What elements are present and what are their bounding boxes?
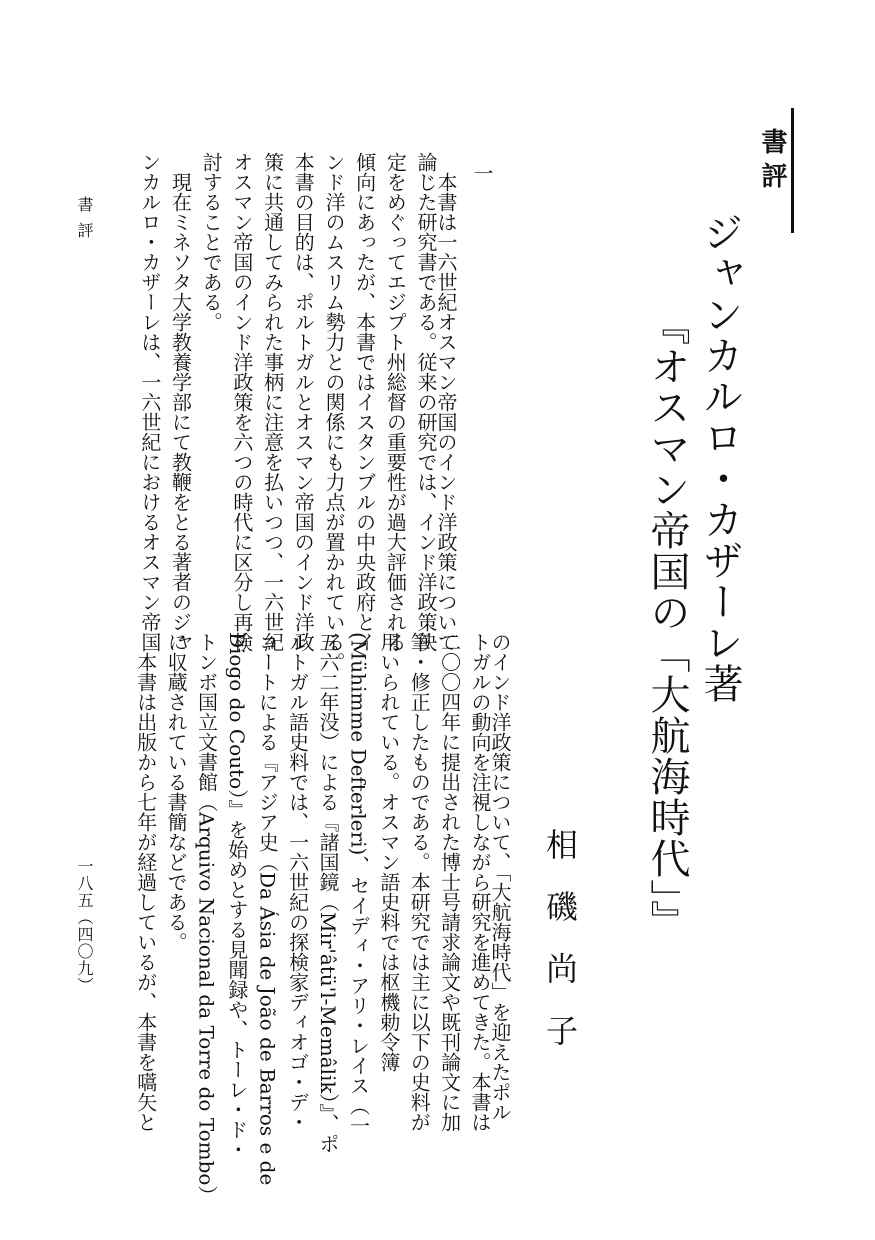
text-line: トガルの動向を注視しながら研究を進めてきた。本書は [468,632,492,1132]
running-head: 書評 [75,196,94,248]
text-line: 策に共通してみられた事柄に注意を払いつつ、一六世紀 [260,152,285,652]
text-line: トンボ国立文書館（Arquivo Nacional da Torre do Tombo） [194,632,219,1206]
section-number: 一 [470,163,494,183]
text-line: 現在ミネソタ大学教養学部にて教鞭をとる著者のジャ [168,152,193,652]
text-line: 傾向にあったが、本書ではイスタンブルの中央政府とイ [352,152,377,652]
text-line: コートによる『アジア史（Da Ásia de João de Barros e de [255,632,280,1186]
text-line: 本書は出版から七年が経過しているが、本書を嚆矢と [133,632,158,1132]
text-line: 討することである。 [199,152,224,332]
text-line: 二〇〇四年に提出された博士号請求論文や既刊論文に加 [437,632,462,1132]
text-line: ルトガル語史料では、一六世紀の探検家ディオゴ・デ・ [285,632,310,1132]
reviewer-name: 相磯尚子 [541,828,579,1076]
text-line: 本書は一六世紀オスマン帝国のインド洋政策について [434,152,458,652]
text-line: 本書の目的は、ポルトガルとオスマン帝国のインド洋政 [291,152,316,652]
page-number: 一八五（四〇九） [75,858,94,994]
text-line: 論じた研究書である。従来の研究では、インド洋政策決 [414,152,438,652]
text-line: に収蔵されている書簡などである。 [164,632,189,952]
text-line: のインド洋政策について、「大航海時代」を迎えたポル [488,632,512,1122]
text-line: 五六二年没）による『諸国鏡（Mir'âtü'l-Memâlik）』、ポ [316,632,341,1154]
body-text-lower [120,632,512,1206]
section-tag: 書評 [757,128,787,196]
text-line: ンド洋のムスリム勢力との関係にも力点が置かれている。 [321,152,346,672]
text-line: 定をめぐってエジプト州総督の重要性が過大評価される [383,152,408,652]
book-author-title: ジャンカルロ・カザーレ著 [697,212,743,704]
text-line: 用いられている。オスマン語史料では枢機勅令簿 [376,632,401,1072]
section-rule [791,108,794,233]
body-text-upper [112,152,458,672]
text-line: (Mühimme Defterleri)、セイディ・アリ・レイス（一 [346,632,371,1136]
text-line: ンカルロ・カザーレは、一六世紀におけるオスマン帝国 [137,152,162,652]
text-line: オスマン帝国のインド洋政策を六つの時代に区分し再検 [229,152,254,652]
book-title: 『オスマン帝国の「大航海時代」』 [644,305,690,941]
text-line: Diogo do Couto）』を始めとする見聞録や、トーレ・ド・ [224,632,249,1160]
text-line: 筆・修正したものである。本研究では主に以下の史料が [407,632,432,1132]
